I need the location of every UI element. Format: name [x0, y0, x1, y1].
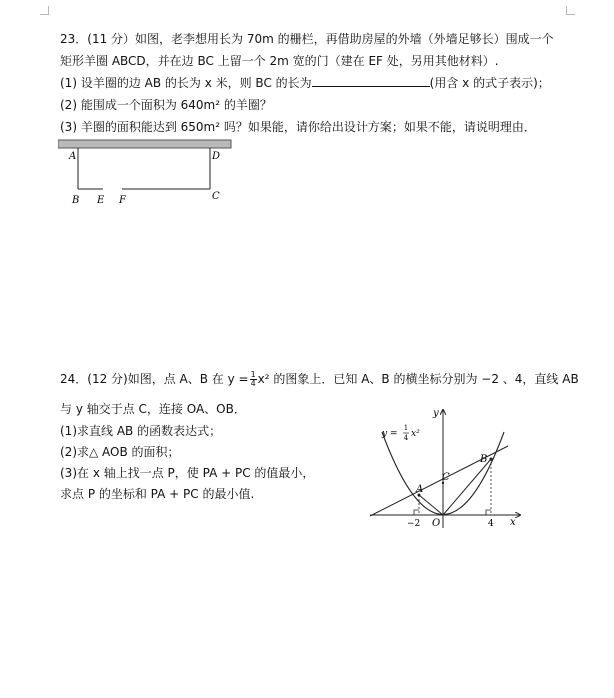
right-angle-mark-b: [486, 510, 491, 515]
q24-part1: (1)求直线 AB 的函数表达式；: [60, 424, 222, 438]
q23-line2: 矩形羊圈 ABCD，并在边 BC 上留一个 2m 宽的门（建在 EF 处，另用其他材料）.: [60, 54, 499, 68]
label-a: A: [69, 151, 77, 162]
q23-figure: [58, 138, 243, 208]
q23-part1-text: (1) 设羊圈的边 AB 的长为 x 米，则 BC 的长为: [60, 76, 312, 90]
curve-label-numerator: 1: [403, 424, 409, 432]
fraction-denominator: 4: [250, 379, 256, 388]
label-e: E: [97, 195, 105, 206]
q23-part3: (3) 羊圈的面积能达到 650m² 吗？如果能，请你给出设计方案；如果不能，请说明理由．: [60, 120, 536, 134]
curve-label-right: x²: [411, 429, 420, 439]
fraction-numerator: 1: [250, 370, 256, 379]
label-point-b: B: [480, 454, 488, 465]
curve-label-left: y =: [382, 429, 398, 439]
fraction-one-quarter: [250, 371, 257, 388]
q24-line1: [60, 371, 579, 388]
tick-label-4: 4: [488, 519, 494, 529]
label-f: F: [119, 195, 126, 206]
x-axis-label: x: [510, 517, 516, 528]
q24-line1-start: 24．(12 分)如图，点 A、B 在 y =: [60, 372, 249, 386]
label-d: D: [212, 151, 221, 162]
house-wall: [58, 140, 231, 148]
corner-mark-top-left: [40, 6, 49, 15]
answer-blank[interactable]: [312, 75, 430, 87]
label-b: B: [72, 195, 80, 206]
y-axis-label: y: [433, 408, 439, 419]
q24-part3-line2: 求点 P 的坐标和 PA + PC 的最小值.: [60, 487, 255, 501]
q24-line2: 与 y 轴交于点 C，连接 OA、OB．: [60, 402, 246, 416]
point-b: [490, 458, 493, 461]
parabola-graph: [360, 402, 530, 530]
q23-part2: (2) 能围成一个面积为 640m² 的羊圈？: [60, 98, 272, 112]
curve-label-denominator: 4: [403, 434, 409, 442]
label-c: C: [212, 191, 220, 202]
q23-line1: 23．(11 分）如图，老李想用长为 70m 的栅栏，再借助房屋的外墙（外墙足够长）围成一个: [60, 32, 554, 46]
q23-part1: [60, 75, 550, 91]
corner-mark-top-right: [566, 6, 575, 15]
q24-part3-line1: (3)在 x 轴上找一点 P，使 PA + PC 的值最小，: [60, 466, 315, 480]
label-point-c: C: [442, 472, 450, 483]
label-point-a: A: [416, 484, 424, 495]
origin-label: O: [432, 518, 441, 529]
q23-part1-suffix: (用含 x 的式子表示)；: [429, 76, 550, 90]
right-angle-mark-a: [414, 510, 419, 515]
q24-line1-end: x² 的图象上．已知 A、B 的横坐标分别为 −2 、4，直线 AB: [257, 372, 579, 386]
segment-ob: [443, 459, 491, 515]
tick-label-neg2: −2: [407, 519, 421, 529]
q24-part2: (2)求△ AOB 的面积；: [60, 445, 180, 459]
